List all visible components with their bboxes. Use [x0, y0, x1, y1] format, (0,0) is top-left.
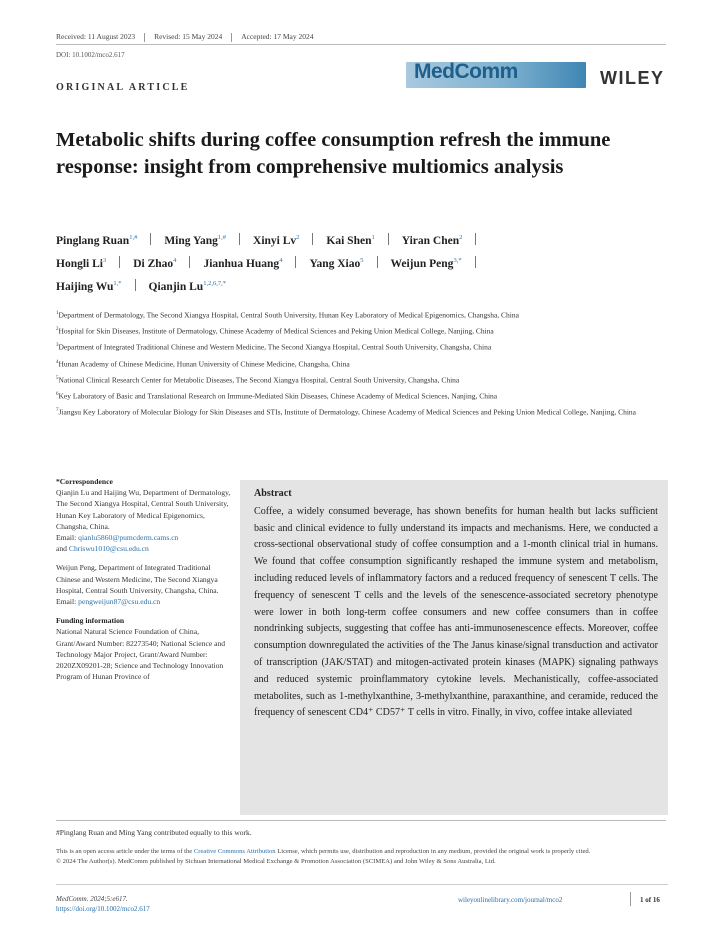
- affiliation-item: $^7$Jiangsu Key Laboratory of Molecular Biology for Skin Diseases and STIs, Institute of Dermatology, Chinese Academy of Medical Sciences and Peking Union Medical College, Nanjing, China: [56, 407, 637, 417]
- author-name: Weijun Peng: [390, 258, 454, 270]
- affiliation-item: $^4$Hunan Academy of Chinese Medicine, Hunan University of Chinese Medicine, Changsha, China: [56, 359, 350, 369]
- author-name: Di Zhao: [133, 258, 174, 270]
- author-line-2: Hongli Li$^3$ Di Zhao$^4$ Jianhua Huang$^4$ Yang Xiao$^5$ Weijun Peng$^{3,*}$: [56, 256, 666, 270]
- author-line-1: Pinglang Ruan$^{1,\#}$ Ming Yang$^{1,\#}$ Xinyi Lv$^2$ Kai Shen$^1$ Yiran Chen$^2$: [56, 233, 666, 247]
- abstract: [254, 486, 658, 722]
- author-name: Yang Xiao: [309, 258, 361, 270]
- header-divider: [56, 44, 666, 45]
- author-name: Ming Yang: [164, 235, 218, 247]
- email-link[interactable]: qianlu5860@pumcderm.cams.cn: [78, 533, 179, 543]
- citation-text: MedComm. 2024;5:e617.: [56, 895, 128, 903]
- journal-logo: MedComm: [414, 60, 518, 83]
- publisher-logo: WILEY: [600, 68, 665, 88]
- footer-divider: [56, 884, 668, 885]
- abstract-heading: Abstract: [254, 488, 292, 499]
- received-date: Received: 11 August 2023: [56, 32, 136, 41]
- affiliations: [56, 308, 668, 421]
- doi-label: DOI: 10.1002/mco2.617: [56, 51, 125, 59]
- journal-url-link[interactable]: wileyonlinelibrary.com/journal/mco2: [458, 896, 563, 904]
- author-name: Jianhua Huang: [203, 258, 280, 270]
- footnote-divider: [56, 820, 666, 821]
- affiliation-item: $^3$Department of Integrated Traditional Chinese and Western Medicine, The Second Xiangya Hospital, Central South University, Changsha, China: [56, 342, 492, 352]
- doi-link[interactable]: https://doi.org/10.1002/mco2.617: [56, 905, 150, 913]
- correspondence-text-1: Qianjin Lu and Haijing Wu, Department of Dermatology, The Second Xiangya Hospital, Central South University, Hunan Key Laboratory of Medical Epigenomics, Changsha, China. Email: qianlu5860@pumcderm.cams.cn and Chriswu1010@csu.edu.cn: [56, 488, 231, 554]
- footer-separator: [630, 892, 631, 906]
- sidebar-correspondence: [56, 476, 236, 690]
- article-dates: [56, 32, 666, 42]
- author-name: Xinyi Lv: [253, 235, 297, 247]
- email-link[interactable]: pengweijun87@csu.edu.cn: [78, 597, 161, 607]
- equal-contribution-note: #Pinglang Ruan and Ming Yang contributed equally to this work.: [56, 828, 252, 837]
- license-link[interactable]: Creative Commons Attribution: [193, 848, 276, 855]
- author-name: Qianjin Lu: [148, 281, 204, 293]
- affiliation-item: $^6$Key Laboratory of Basic and Translational Research on Immune-Mediated Skin Diseases, Chinese Academy of Medical Sciences, Nanjing, China: [56, 391, 498, 401]
- accepted-date: Accepted: 17 May 2024: [241, 32, 314, 41]
- affiliation-item: $^2$Hospital for Skin Diseases, Institute of Dermatology, Chinese Academy of Medical Sciences and Peking Union Medical College, Nanjing, China: [56, 326, 494, 336]
- license-text: This is an open access article under the terms of the Creative Commons Attribution License, which permits use, distribution and reproduction in any medium, provided the original work is properly cited. © 2024 The Author(s). MedComm published by Sichuan International Medical Exchange & Promotion Association (SCIMEA) and John Wiley & Sons Australia, Ltd.: [56, 848, 591, 865]
- page-number: 1 of 16: [640, 896, 660, 904]
- author-name: Yiran Chen: [401, 235, 460, 247]
- revised-date: Revised: 15 May 2024: [154, 32, 223, 41]
- email-link[interactable]: Chriswu1010@csu.edu.cn: [68, 544, 149, 554]
- footer-citation: [56, 894, 150, 914]
- affiliation-item: $^1$Department of Dermatology, The Second Xiangya Hospital, Central South University, Hunan Key Laboratory of Medical Epigenomics, Changsha, China: [56, 310, 519, 320]
- affiliation-item: $^5$National Clinical Research Center for Metabolic Diseases, The Second Xiangya Hospital, Central South University, Changsha, China: [56, 375, 460, 385]
- correspondence-heading: *Correspondence: [56, 477, 113, 486]
- author-name: Pinglang Ruan: [56, 235, 130, 247]
- author-name: Hongli Li: [56, 258, 103, 270]
- funding-heading: Funding information: [56, 616, 125, 626]
- correspondence-text-2: Weijun Peng, Department of Integrated Traditional Chinese and Western Medicine, The Second Xiangya Hospital, Central South University, Changsha, China. Email: pengweijun87@csu.edu.cn: [56, 563, 219, 607]
- article-type: ORIGINAL ARTICLE: [56, 82, 190, 93]
- abstract-text: Coffee, a widely consumed beverage, has shown benefits for human health but lacks sufficient basic and clinical evidence to fully understand its impacts and mechanisms. Here, we conducted a cross-sectional observational study of coffee consumption and a 1-month clinical trial in humans. We found that coffee consumption significantly reshaped the immune system and metabolism, including reduced levels of inflammatory factors and a reduced frequency of senescent T cells. The frequency of senescent T cells and the levels of the senescence-associated secretory phenotype were lower in both long-term coffee consumers and new coffee consumers than in coffee nondrinking subjects, suggesting that coffee has anti-immunosenescence effects. Moreover, coffee consumption downregulated the activities of the The Janus kinase/signal transduction and activator of transcription (JAK/STAT) and mitogen-activated protein kinases (MAPK) signaling pathways and reduced systemic proinflammatory cytokine levels. Mechanistically, coffee-associated metabolites, such as 1-methylxanthine, 3-methylxanthine, paraxanthine, and ceramide, reduced the frequency of senescent CD4⁺ CD57⁺ T cells in vitro. Finally, in vivo, coffee intake alleviated: [254, 505, 658, 719]
- paper-title: Metabolic shifts during coffee consumption refresh the immune response: insight from comprehensive multiomics analysis: [56, 129, 611, 178]
- author-line-3: Haijing $Wu^{1,*}$ Qianjin $Lu^{1,2,6,7,*}$: [56, 280, 226, 293]
- funding-text: National Natural Science Foundation of China, Grant/Award Number: 82273540; National Science and Technology Major Project, Grant/Award Number: 2020ZX09201-28; Science and Technology Innovation Program of Hunan Province of: [56, 627, 226, 682]
- author-name: Kai Shen: [326, 235, 372, 247]
- author-name: Haijing Wu: [56, 281, 114, 293]
